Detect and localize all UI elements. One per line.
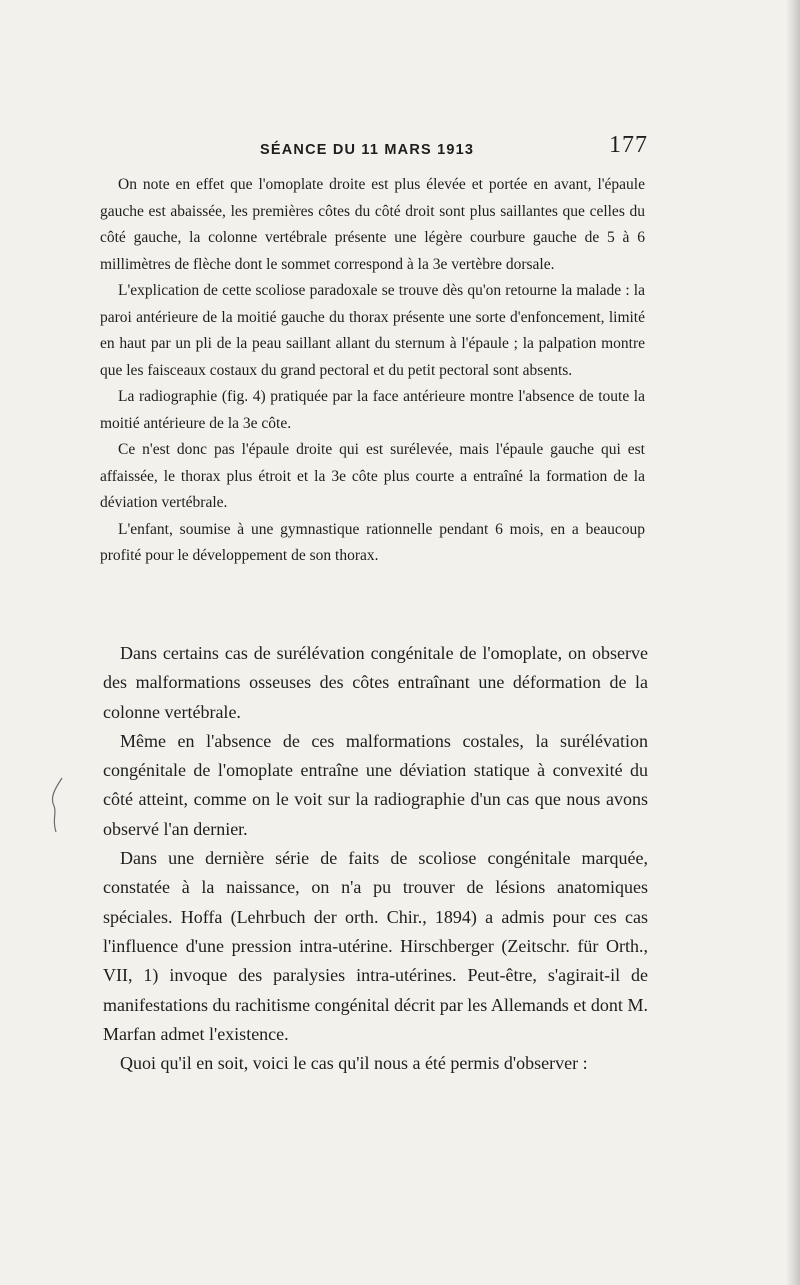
paragraph: Ce n'est donc pas l'épaule droite qui est surélevée, mais l'épaule gauche qui est affaissée, le thorax plus étroit et la 3e côte plus courte a entraîné la formation de la déviation vertébrale. (100, 441, 645, 511)
running-head: SÉANCE DU 11 MARS 1913 (260, 142, 475, 158)
margin-pencil-mark (44, 776, 70, 836)
paragraph: Dans certains cas de surélévation congénitale de l'omoplate, on observe des malformations osseuses des côtes entraînant une déformation de la colonne vertébrale. (103, 643, 648, 722)
paragraph: Dans une dernière série de faits de scoliose congénitale marquée, constatée à la naissance, on n'a pu trouver de lésions anatomiques spéciales. Hoffa (Lehrbuch der orth. Chir., 1894) a admis pour ces cas l'influence d'une pression intra-utérine. Hirschberger (Zeitschr. für Orth., VII, 1) invoque des paralysies intra-utérines. Peut-être, s'agirait-il de manifestations du rachitisme congénital décrit par les Allemands et dont M. Marfan admet l'existence. (103, 848, 648, 1044)
paragraph: La radiographie (fig. 4) pratiquée par la face antérieure montre l'absence de toute la moitié antérieure de la 3e côte. (100, 388, 645, 432)
discussion-section (103, 639, 648, 1078)
case-description-section (100, 172, 645, 570)
paragraph: Même en l'absence de ces malformations costales, la surélévation congénitale de l'omoplate entraîne une déviation statique à convexité du côté atteint, comme on le voit sur la radiographie d'un cas que nous avons observé l'an dernier. (103, 730, 648, 839)
paragraph: L'explication de cette scoliose paradoxale se trouve dès qu'on retourne la malade : la paroi antérieure de la moitié gauche du thorax présente une sorte d'enfoncement, limité en haut par un pli de la peau saillant allant du sternum à l'épaule ; la palpation montre que les faisceaux costaux du grand pectoral et du petit pectoral sont absents. (100, 282, 645, 379)
paragraph: L'enfant, soumise à une gymnastique rationnelle pendant 6 mois, en a beaucoup profité pour le développement de son thorax. (100, 520, 645, 564)
page-header (100, 130, 648, 170)
paragraph: On note en effet que l'omoplate droite est plus élevée et portée en avant, l'épaule gauche est abaissée, les premières côtes du côté droit sont plus saillantes que celles du côté gauche, la colonne vertébrale présente une légère courbure gauche de 5 à 6 millimètres de flèche dont le sommet correspond à la 3e vertèbre dorsale. (100, 176, 645, 273)
page-spine-shadow (786, 0, 800, 1285)
paragraph: Quoi qu'il en soit, voici le cas qu'il nous a été permis d'observer : (120, 1053, 588, 1074)
page-number: 177 (609, 132, 648, 158)
